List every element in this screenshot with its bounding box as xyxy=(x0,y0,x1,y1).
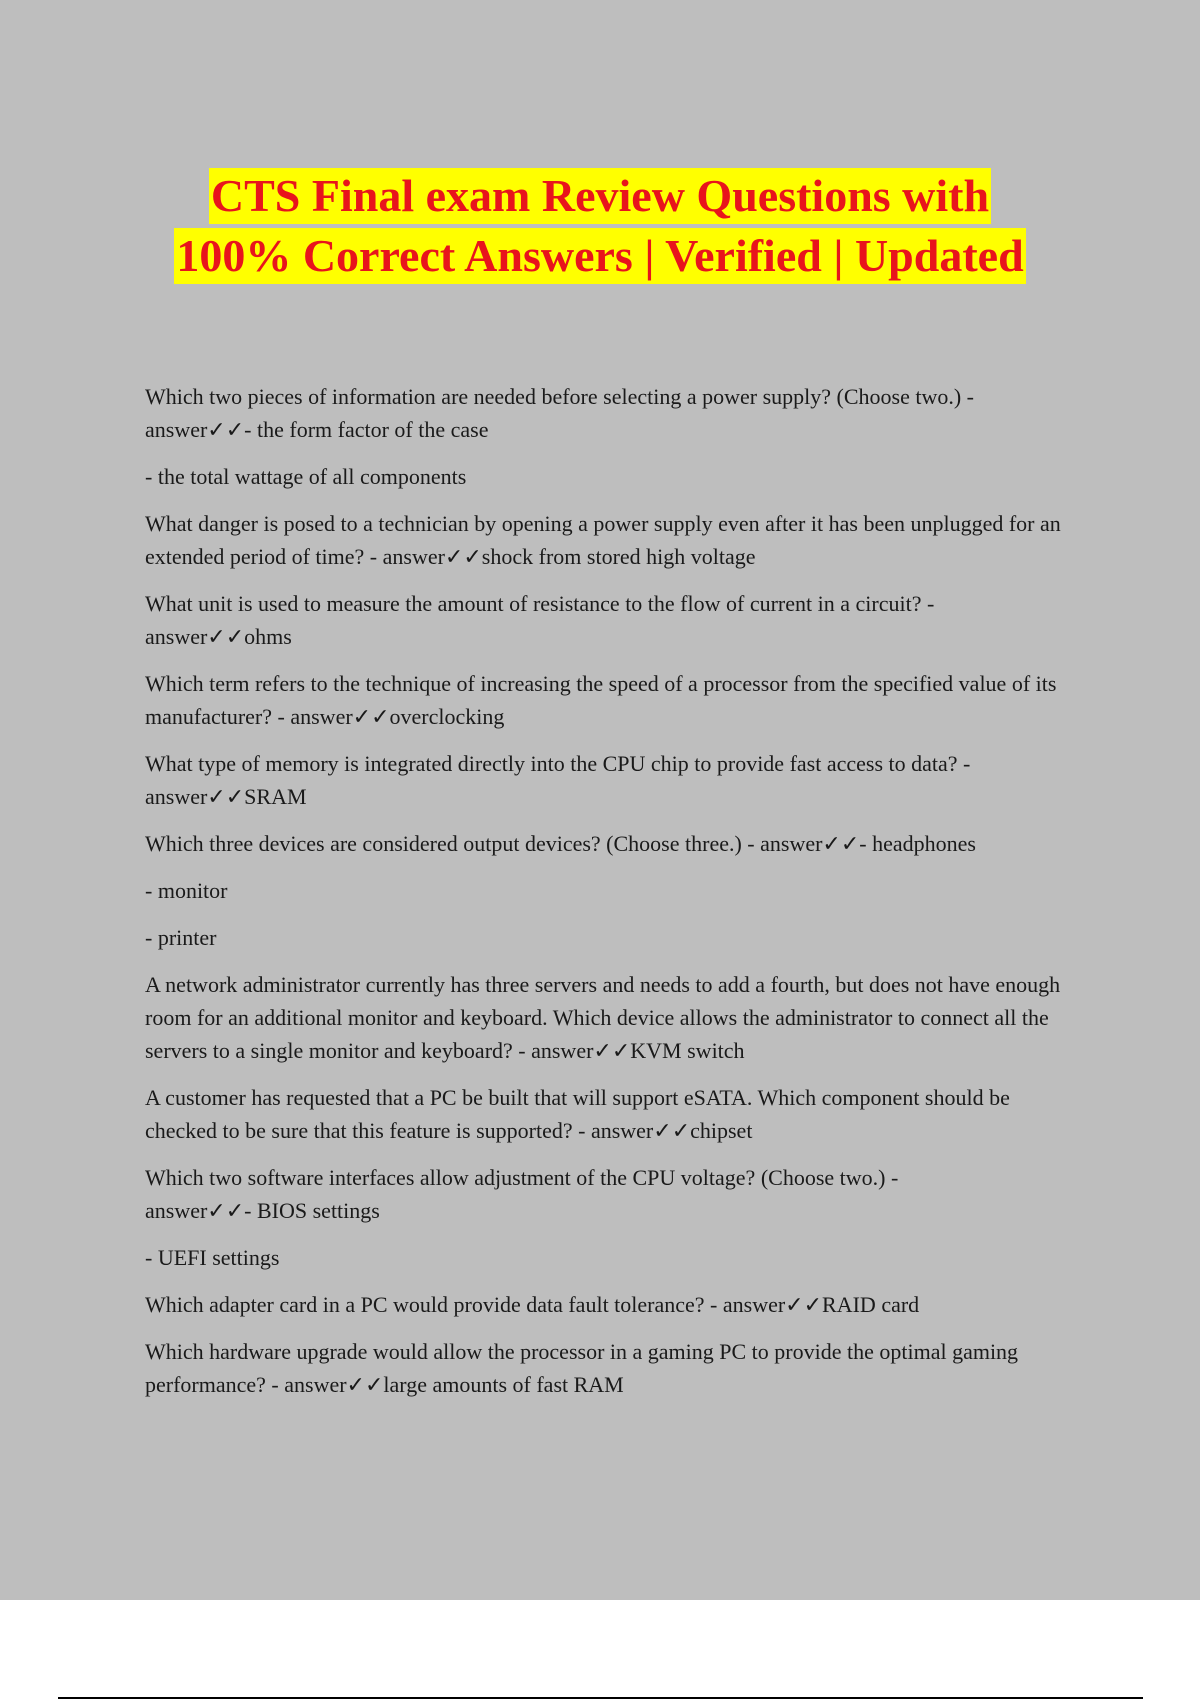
answer-text: answer✓✓- the form factor of the case xyxy=(145,417,489,442)
document-title xyxy=(0,168,1200,284)
page-divider xyxy=(58,1697,1143,1699)
qa-paragraph xyxy=(145,1288,1080,1321)
title-line-1: CTS Final exam Review Questions with xyxy=(209,168,991,224)
qa-paragraph xyxy=(145,874,1080,907)
question-text: Which three devices are considered output devices? (Choose three.) - answer✓✓- headphones xyxy=(145,831,976,856)
question-text: A customer has requested that a PC be built that will support eSATA. Which component should be checked to be sure that this feature is supported? - answer✓✓chipset xyxy=(145,1085,1010,1143)
question-text: What unit is used to measure the amount of resistance to the flow of current in a circuit? - xyxy=(145,591,935,616)
qa-paragraph xyxy=(145,587,1080,653)
qa-paragraph xyxy=(145,827,1080,860)
question-text: Which two software interfaces allow adjustment of the CPU voltage? (Choose two.) - xyxy=(145,1165,899,1190)
qa-paragraph xyxy=(145,1241,1080,1274)
question-text: A network administrator currently has three servers and needs to add a fourth, but does not have enough room for an additional monitor and keyboard. Which device allows the administrator to connect all the servers to a single monitor and keyboard? - answer✓✓KVM switch xyxy=(145,972,1061,1063)
answer-text: answer✓✓- BIOS settings xyxy=(145,1198,380,1223)
question-text: - monitor xyxy=(145,878,228,903)
question-text: Which two pieces of information are needed before selecting a power supply? (Choose two.) - xyxy=(145,384,974,409)
qa-paragraph xyxy=(145,921,1080,954)
qa-paragraph xyxy=(145,1161,1080,1227)
question-text: Which hardware upgrade would allow the processor in a gaming PC to provide the optimal gaming performance? - answer✓✓large amounts of fast RAM xyxy=(145,1339,1019,1397)
qa-paragraph xyxy=(145,507,1080,573)
qa-paragraph xyxy=(145,968,1080,1067)
qa-paragraph xyxy=(145,747,1080,813)
question-text: - printer xyxy=(145,925,217,950)
question-text: What type of memory is integrated directly into the CPU chip to provide fast access to data? - xyxy=(145,751,971,776)
question-text: What danger is posed to a technician by opening a power supply even after it has been unplugged for an extended period of time? - answer✓✓shock from stored high voltage xyxy=(145,511,1061,569)
qa-paragraph xyxy=(145,460,1080,493)
question-text: Which adapter card in a PC would provide data fault tolerance? - answer✓✓RAID card xyxy=(145,1292,920,1317)
answer-text: answer✓✓SRAM xyxy=(145,784,307,809)
qa-paragraph xyxy=(145,380,1080,446)
qa-paragraph xyxy=(145,667,1080,733)
question-text: - UEFI settings xyxy=(145,1245,280,1270)
title-line-2: 100% Correct Answers | Verified | Updated xyxy=(174,228,1025,284)
qa-paragraph xyxy=(145,1081,1080,1147)
answer-text: answer✓✓ohms xyxy=(145,624,292,649)
qa-paragraph xyxy=(145,1335,1080,1401)
question-list xyxy=(145,380,1080,1415)
question-text: - the total wattage of all components xyxy=(145,464,467,489)
question-text: Which term refers to the technique of increasing the speed of a processor from the specified value of its manufacturer? - answer✓✓overclocking xyxy=(145,671,1057,729)
